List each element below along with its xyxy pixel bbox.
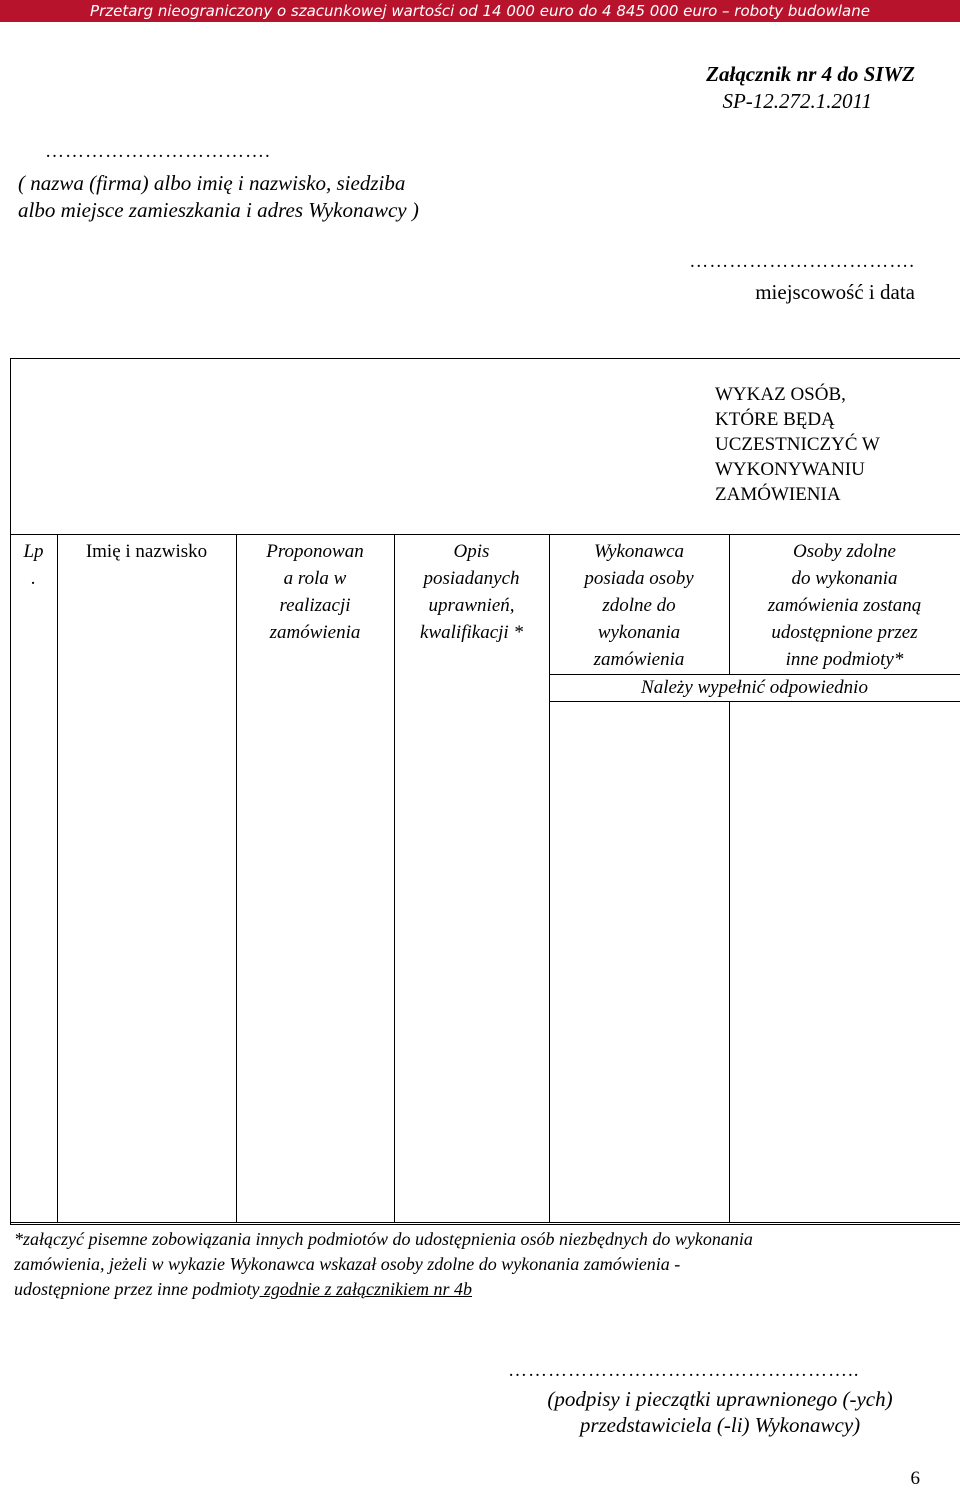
column-header-line: kwalifikacji * — [420, 622, 523, 643]
column-header-other-entities — [729, 538, 960, 673]
column-header-name — [57, 538, 236, 565]
column-header-lp — [10, 538, 57, 592]
column-header-line: a rola w — [283, 568, 347, 589]
table-heading-line: WYKONYWANIU — [715, 459, 865, 480]
signature-dots: …………………………………………….. — [508, 1360, 860, 1381]
signature-caption-line: (podpisy i pieczątki uprawnionego (-ych) — [547, 1387, 893, 1411]
contractor-caption-line: albo miejsce zamieszkania i adres Wykonawcy ) — [18, 198, 419, 222]
column-divider — [57, 534, 58, 1222]
column-divider — [729, 701, 730, 1222]
place-dots: ……………………………. — [689, 251, 915, 272]
footnote-line — [14, 1277, 934, 1302]
contractor-dots: ……………………………. — [45, 141, 271, 162]
place-date-caption: miejscowość i data — [755, 280, 915, 304]
table-header-divider — [10, 534, 960, 535]
footnote-line: *załączyć pisemne zobowiązania innych podmiotów do udostępnienia osób niezbędnych do wykonania — [14, 1229, 753, 1249]
column-header-line: zamówienia zostaną — [767, 595, 922, 616]
footnote — [14, 1227, 934, 1302]
column-header-line: realizacji — [279, 595, 351, 616]
column-header-qualifications — [394, 538, 549, 646]
page-number: 6 — [910, 1468, 920, 1489]
table-heading-line: ZAMÓWIENIA — [715, 484, 841, 505]
column-header-line: posiadanych — [423, 568, 520, 589]
column-header-line: zamówienia — [269, 622, 361, 643]
column-header-line: Imię i nazwisko — [85, 541, 208, 562]
footnote-text: udostępnione przez inne podmioty — [14, 1279, 260, 1299]
column-header-line: do wykonania — [791, 568, 898, 589]
column-header-line: wykonania — [597, 622, 681, 643]
table-heading-line: WYKAZ OSÓB, — [715, 384, 846, 405]
column-header-line: uprawnień, — [428, 595, 515, 616]
table-bottom-border — [10, 1222, 960, 1223]
column-header-line: posiada osoby — [584, 568, 694, 589]
table-heading-line: KTÓRE BĘDĄ — [715, 409, 835, 430]
column-header-line: Proponowan — [266, 541, 364, 562]
column-header-line: Wykonawca — [593, 541, 685, 562]
footnote-line: zamówienia, jeżeli w wykazie Wykonawca wskazał osoby zdolne do wykonania zamówienia - — [14, 1254, 681, 1274]
column-header-line: . — [31, 568, 36, 589]
table-heading-line: UCZESTNICZYĆ W — [715, 434, 880, 455]
table-heading — [715, 382, 880, 507]
document-banner: Przetarg nieograniczony o szacunkowej wartości od 14 000 euro do 4 845 000 euro – roboty budowlane — [0, 0, 960, 22]
contractor-caption-line: ( nazwa (firma) albo imię i nazwisko, siedziba — [18, 171, 406, 195]
signature-caption — [520, 1386, 920, 1438]
column-header-own-personnel — [549, 538, 729, 673]
contractor-caption — [18, 170, 419, 224]
column-header-line: Lp — [23, 541, 44, 562]
column-header-line: zdolne do — [602, 595, 676, 616]
annex-reference: zgodnie z załącznikiem nr 4b — [259, 1279, 472, 1299]
column-header-line: zamówienia — [593, 649, 685, 670]
column-header-line: Opis — [453, 541, 490, 562]
annex-title: Załącznik nr 4 do SIWZ — [706, 62, 915, 86]
column-header-line: Osoby zdolne — [793, 541, 896, 562]
reference-number: SP-12.272.1.2011 — [722, 89, 872, 113]
column-header-line: inne podmioty* — [785, 649, 904, 670]
signature-caption-line: przedstawiciela (-li) Wykonawcy) — [579, 1413, 861, 1437]
column-header-role — [236, 538, 394, 646]
fill-note: Należy wypełnić odpowiednio — [641, 677, 868, 698]
fill-note-bottom-divider — [549, 701, 960, 702]
column-header-line: udostępnione przez — [771, 622, 918, 643]
